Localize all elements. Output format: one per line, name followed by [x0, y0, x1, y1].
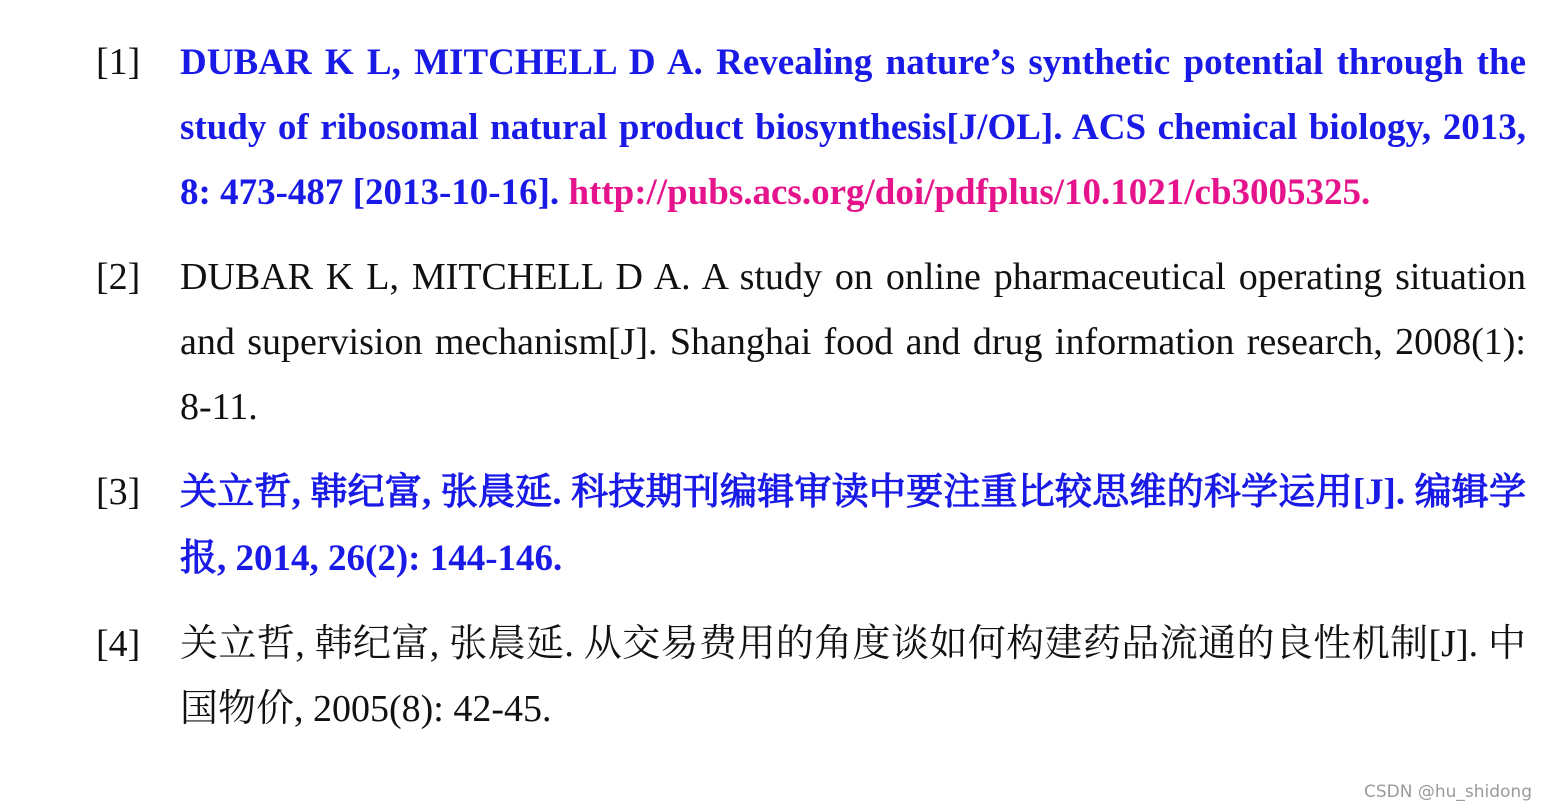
reference-label: [3] — [96, 471, 141, 513]
reference-label: [2] — [96, 256, 141, 298]
reference-url-link[interactable]: http://pubs.acs.org/doi/pdfplus/10.1021/cb3005325. — [568, 172, 1371, 213]
reference-label: [4] — [96, 623, 141, 665]
reference-item-3 — [96, 460, 1526, 592]
watermark: CSDN @hu_shidong — [1363, 782, 1532, 802]
bibliography-list — [96, 30, 1526, 762]
reference-item-2 — [96, 245, 1526, 440]
reference-text: 关立哲, 韩纪富, 张晨延. 从交易费用的角度谈如何构建药品流通的良性机制[J]. 中国物价, 2005(8): 42-45. — [180, 623, 1526, 730]
reference-item-4 — [96, 612, 1526, 742]
reference-item-1 — [96, 30, 1526, 225]
reference-body: DUBAR K L, MITCHELL D A. Revealing nature’s synthetic potential through the study of ribosomal natural product biosynthesis[J/OL]. ACS chemical biology, 2013, 8: 473-487 [2013-10-16]. — [180, 42, 1526, 213]
reference-label: [1] — [96, 41, 141, 83]
reference-text — [180, 30, 1526, 225]
reference-text: 关立哲, 韩纪富, 张晨延. 科技期刊编辑审读中要注重比较思维的科学运用[J]. 编辑学报, 2014, 26(2): 144-146. — [180, 472, 1526, 579]
reference-text: DUBAR K L, MITCHELL D A. A study on online pharmaceutical operating situation and supervision mechanism[J]. Shanghai food and drug information research, 2008(1): 8-11. — [180, 256, 1526, 428]
